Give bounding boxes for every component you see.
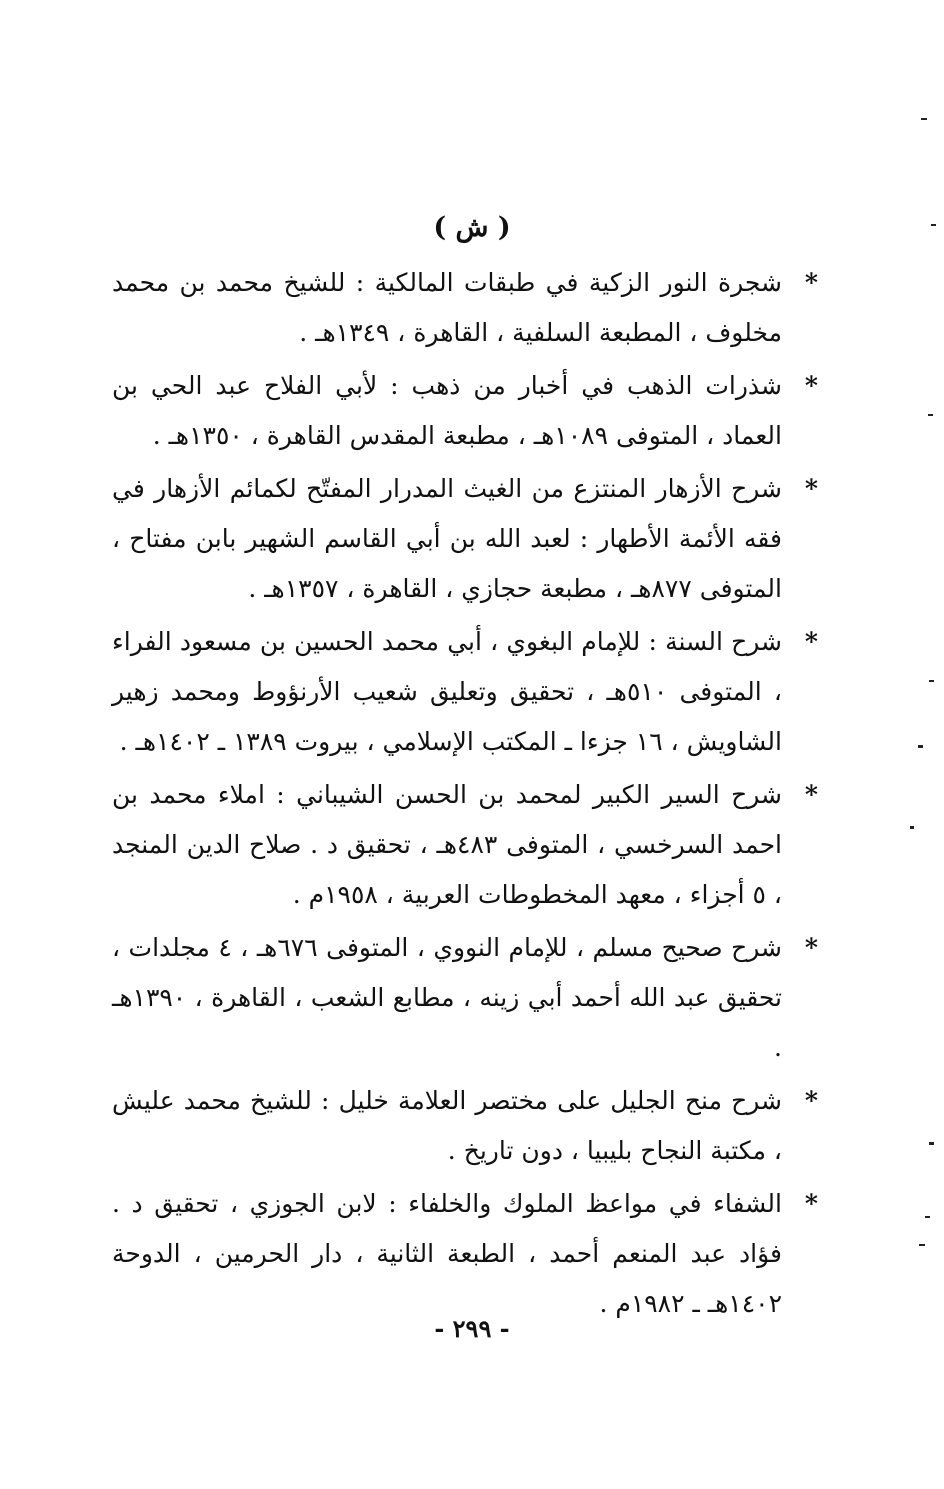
scan-mark	[921, 118, 927, 120]
bullet-star-icon: *	[804, 268, 818, 297]
entry-text: شجرة النور الزكية في طبقات المالكية : للشيخ محمد بن محمد مخلوف ، المطبعة السلفية ، القاهرة ، ١٣٤٩هـ .	[112, 268, 782, 347]
section-heading: ( ش )	[433, 212, 511, 243]
scan-mark	[929, 1142, 934, 1145]
bibliography-list	[112, 258, 818, 1332]
bullet-star-icon: *	[804, 627, 818, 656]
bullet-star-icon: *	[804, 933, 818, 962]
bibliography-entry	[112, 361, 818, 461]
entry-text: شرح السنة : للإمام البغوي ، أبي محمد الحسين بن مسعود الفراء ، المتوفى ٥١٠هـ ، تحقيق وتعليق شعيب الأرنؤوط ومحمد زهير الشاويش ، ١٦ جزءا ـ المكتب الإسلامي ، بيروت ١٣٨٩ ـ ١٤٠٢هـ .	[112, 627, 782, 756]
bullet-star-icon: *	[804, 780, 818, 809]
entry-text: شرح منح الجليل على مختصر العلامة خليل : للشيخ محمد عليش ، مكتبة النجاح بليبيا ، دون تاريخ .	[112, 1086, 782, 1165]
scan-mark	[931, 224, 936, 226]
bullet-star-icon: *	[804, 1086, 818, 1115]
scan-mark	[918, 745, 923, 748]
bibliography-entry	[112, 1076, 818, 1176]
bullet-star-icon: *	[804, 1189, 818, 1218]
bibliography-entry	[112, 923, 818, 1073]
entry-text: شذرات الذهب في أخبار من ذهب : لأبي الفلاح عبد الحي بن العماد ، المتوفى ١٠٨٩هـ ، مطبعة المقدس القاهرة ، ١٣٥٠هـ .	[112, 371, 782, 450]
bullet-star-icon: *	[804, 371, 818, 400]
bibliography-entry	[112, 770, 818, 920]
scan-mark	[925, 1216, 930, 1218]
page-number: - ٢٩٩ -	[434, 1314, 510, 1343]
scan-mark	[910, 826, 914, 829]
scan-mark	[928, 414, 933, 416]
bibliography-entry	[112, 464, 818, 614]
entry-text: شرح السير الكبير لمحمد بن الحسن الشيباني : املاء محمد بن احمد السرخسي ، المتوفى ٤٨٣هـ ، تحقيق د . صلاح الدين المنجد ، ٥ أجزاء ، معهد المخطوطات العربية ، ١٩٥٨م .	[112, 780, 782, 909]
bibliography-entry	[112, 258, 818, 358]
entry-text: شرح الأزهار المنتزع من الغيث المدرار المفتّح لكمائم الأزهار في فقه الأئمة الأطهار : لعبد الله بن أبي القاسم الشهير بابن مفتاح ، المتوفى ٨٧٧هـ ، مطبعة حجازي ، القاهرة ، ١٣٥٧هـ .	[112, 474, 782, 603]
scan-mark	[919, 1244, 925, 1246]
bibliography-entry	[112, 617, 818, 767]
entry-text: الشفاء في مواعظ الملوك والخلفاء : لابن الجوزي ، تحقيق د . فؤاد عبد المنعم أحمد ، الطبعة الثانية ، دار الحرمين ، الدوحة ١٤٠٢هـ ـ ١٩٨٢م .	[112, 1189, 782, 1318]
bullet-star-icon: *	[804, 474, 818, 503]
entry-text: شرح صحيح مسلم ، للإمام النووي ، المتوفى ٦٧٦هـ ، ٤ مجلدات ، تحقيق عبد الله أحمد أبي زينه ، مطابع الشعب ، القاهرة ، ١٣٩٠هـ .	[112, 933, 782, 1062]
scan-mark	[929, 680, 934, 682]
bibliography-entry	[112, 1179, 818, 1329]
